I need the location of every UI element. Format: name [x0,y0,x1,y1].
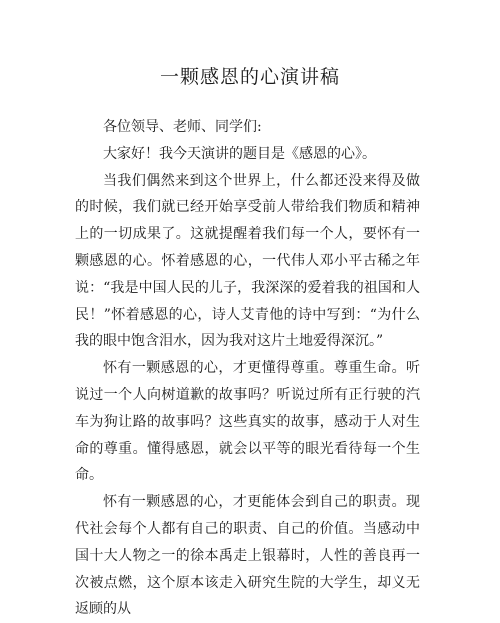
paragraph-3: 怀有一颗感恩的心，才更懂得尊重。尊重生命。听说过一个人向树道歉的故事吗？听说过所有正行驶的汽车为狗让路的故事吗？这些真实的故事，感动于人对生命的尊重。懂得感恩，就会以平等的眼光看待每一个生命。 [75,360,420,484]
document-body [75,114,420,623]
paragraph-1: 大家好！我今天演讲的题目是《感恩的心》。 [103,145,376,162]
document-title: 一颗感恩的心演讲稿 [159,66,340,88]
paragraph-4: 怀有一颗感恩的心，才更能体会到自己的职责。现代社会每个人都有自己的职责、自己的价值。当感动中国十大人物之一的徐本禹走上银幕时，人性的善良再一次被点燃，这个原本该走入研究生院的大学生，却义无返顾的从 [75,494,420,618]
paragraph-2: 当我们偶然来到这个世界上，什么都还没来得及做的时候，我们就已经开始享受前人带给我们物质和精神上的一切成果了。这就提醒着我们每一个人，要怀有一颗感恩的心。怀着感恩的心，一代伟人邓小平古稀之年说：“我是中国人民的儿子，我深深的爱着我的祖国和人民！”怀着感恩的心，诗人艾青他的诗中写到：“为什么我的眼中饱含泪水，因为我对这片土地爱得深沉。” [75,172,420,350]
greeting: 各位领导、老师、同学们: [103,119,262,135]
